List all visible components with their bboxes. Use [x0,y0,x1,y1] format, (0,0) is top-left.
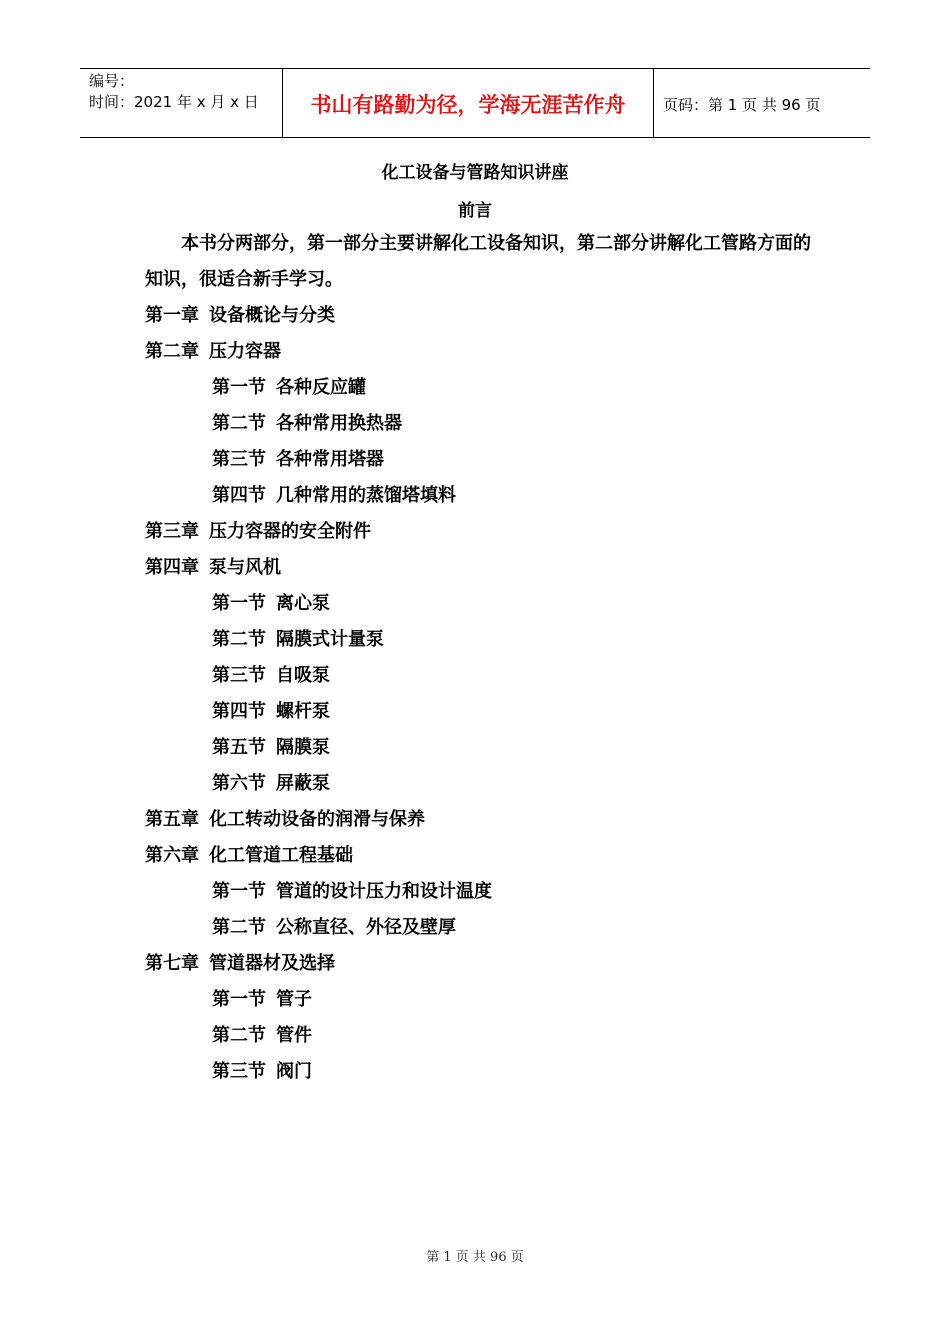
toc-entry-number: 第三节 [212,1061,266,1082]
toc-entry-title: 化工管道工程基础 [209,845,353,866]
toc-entry-title: 管子 [276,989,312,1010]
toc-entry-title: 各种反应罐 [276,377,366,398]
document-number-label: 编号： [89,72,135,90]
toc-entry-title: 设备概论与分类 [209,305,335,326]
toc-entry-title: 化工转动设备的润滑与保养 [209,809,425,830]
toc-chapter-item [145,802,815,838]
toc-entry-title: 阀门 [276,1061,312,1082]
toc-section-item [145,910,815,946]
toc-entry-number: 第一节 [212,377,266,398]
toc-entry-number: 第二节 [212,413,266,434]
toc-entry-title: 自吸泵 [276,665,330,686]
toc-entry-number: 第一节 [212,593,266,614]
toc-entry-number: 第五节 [212,737,266,758]
toc-chapter-item [145,550,815,586]
toc-entry-number: 第六节 [212,773,266,794]
toc-entry-title: 隔膜式计量泵 [276,629,384,650]
toc-entry-number: 第四节 [212,701,266,722]
toc-section-item [145,442,815,478]
toc-entry-title: 几种常用的蒸馏塔填料 [276,485,456,506]
document-body [145,226,815,1090]
header-meta [80,69,282,137]
toc-entry-title: 各种常用换热器 [276,413,402,434]
toc-entry-title: 管道器材及选择 [209,953,335,974]
toc-entry-number: 第一节 [212,989,266,1010]
toc-entry-number: 第七章 [145,953,199,974]
toc-entry-number: 第三章 [145,521,199,542]
toc-entry-title: 压力容器 [209,341,281,362]
document-time-label: 时间：2021 年 x 月 x 日 [89,93,259,111]
page-header [80,68,870,138]
toc-entry-title: 公称直径、外径及壁厚 [276,917,456,938]
toc-section-item [145,478,815,514]
toc-entry-title: 压力容器的安全附件 [209,521,371,542]
toc-section-item [145,406,815,442]
toc-entry-title: 离心泵 [276,593,330,614]
toc-entry-title: 螺杆泵 [276,701,330,722]
toc-entry-number: 第四节 [212,485,266,506]
toc-entry-title: 管道的设计压力和设计温度 [276,881,492,902]
toc-entry-number: 第六章 [145,845,199,866]
toc-entry-number: 第一章 [145,305,199,326]
toc-section-item [145,658,815,694]
toc-entry-title: 各种常用塔器 [276,449,384,470]
toc-chapter-item [145,298,815,334]
toc-entry-number: 第五章 [145,809,199,830]
header-page-info: 页码：第 1 页 共 96 页 [663,95,821,114]
toc-section-item [145,622,815,658]
toc-section-item [145,586,815,622]
document-title: 化工设备与管路知识讲座 [381,163,569,183]
toc-section-item [145,370,815,406]
toc-section-item [145,982,815,1018]
toc-chapter-item [145,514,815,550]
toc-section-item [145,1054,815,1090]
toc-entry-number: 第四章 [145,557,199,578]
toc-entry-title: 泵与风机 [209,557,281,578]
toc-entry-title: 管件 [276,1025,312,1046]
preface-heading: 前言 [458,201,492,221]
toc-entry-number: 第二节 [212,629,266,650]
header-motto: 书山有路勤为径，学海无涯苦作舟 [282,69,654,137]
preface-paragraph: 本书分两部分，第一部分主要讲解化工设备知识，第二部分讲解化工管路方面的知识，很适合新手学习。 [145,233,811,290]
toc-section-item [145,694,815,730]
toc-entry-number: 第三节 [212,449,266,470]
toc-entry-number: 第二节 [212,917,266,938]
toc-entry-title: 屏蔽泵 [276,773,330,794]
toc-entry-number: 第三节 [212,665,266,686]
table-of-contents [145,298,815,1090]
toc-entry-number: 第二节 [212,1025,266,1046]
toc-chapter-item [145,946,815,982]
toc-section-item [145,874,815,910]
toc-section-item [145,730,815,766]
toc-entry-title: 隔膜泵 [276,737,330,758]
page-footer: 第 1 页 共 96 页 [426,1250,524,1265]
toc-chapter-item [145,838,815,874]
toc-section-item [145,1018,815,1054]
toc-entry-number: 第二章 [145,341,199,362]
toc-section-item [145,766,815,802]
toc-entry-number: 第一节 [212,881,266,902]
toc-chapter-item [145,334,815,370]
